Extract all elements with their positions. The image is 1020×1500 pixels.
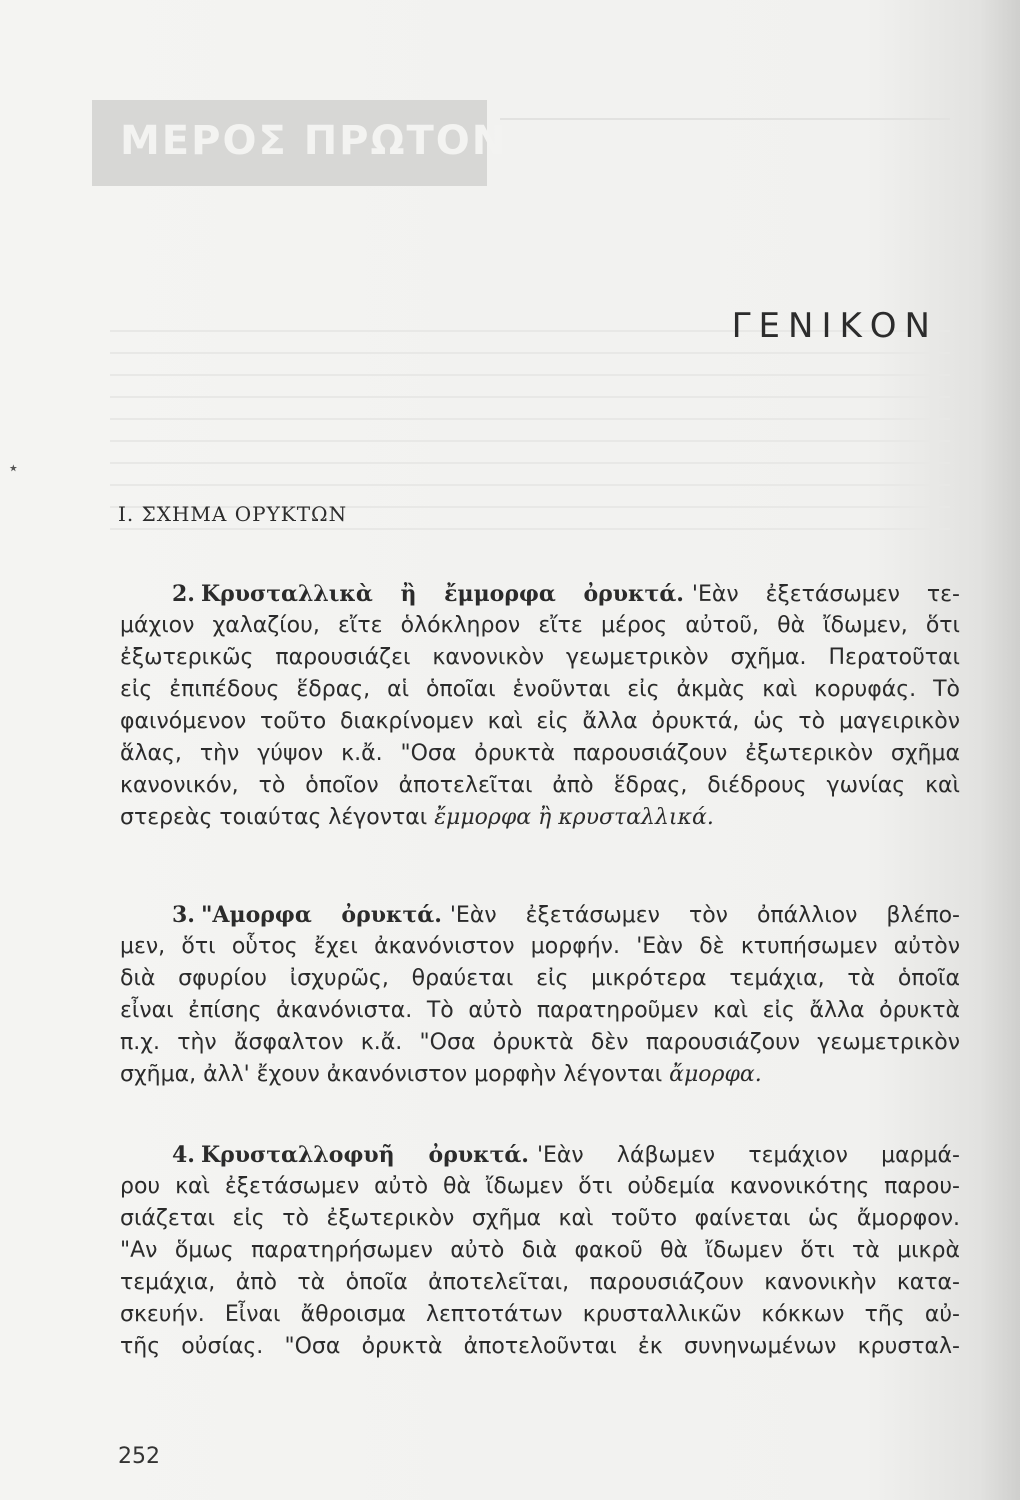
paragraph-line: τεμάχια, ἀπὸ τὰ ὁποῖα ἀποτελεῖται, παρουσιάζουν κανονικὴν κατα- — [120, 1270, 960, 1295]
paragraph-crystalline-minerals — [120, 578, 960, 834]
paragraph-first-line — [120, 899, 960, 931]
paragraph-term: "Αμορφα ὀρυκτά. — [200, 902, 442, 928]
paragraph-line: τῆς οὐσίας. "Οσα ὀρυκτὰ ἀποτελοῦνται ἐκ συνηνωμένων κρυσταλ- — [120, 1334, 960, 1359]
paragraph-line: διὰ σφυρίου ἰσχυρῶς, θραύεται εἰς μικρότερα τεμάχια, τὰ ὁποῖα — [120, 966, 960, 991]
paragraph-text: στερεὰς τοιαύτας λέγονται — [120, 805, 428, 830]
paragraph-text: 'Εὰν ἐξετάσωμεν τὸν ὀπάλλιον βλέπο- — [449, 903, 960, 928]
paragraph-crystallophyric-minerals — [120, 1139, 960, 1363]
paragraph-term: Κρυσταλλοφυῆ ὀρυκτά. — [200, 1142, 529, 1168]
paragraph-line: φαινόμενον τοῦτο διακρίνομεν καὶ εἰς ἄλλα ὀρυκτά, ὡς τὸ μαγειρικὸν — [120, 709, 960, 734]
paragraph-text: 'Εὰν ἐξετάσωμεν τε- — [691, 582, 960, 607]
paragraph-text: σχῆμα, ἀλλ' ἔχουν ἀκανόνιστον μορφὴν λέγονται — [120, 1062, 663, 1087]
paragraph-line: π.χ. τὴν ἄσφαλτον κ.ἄ. "Οσα ὀρυκτὰ δὲν παρουσιάζουν γεωμετρικὸν — [120, 1030, 960, 1055]
paragraph-first-line — [120, 578, 960, 610]
paragraph-number: 3. — [172, 902, 195, 928]
chapter-title: ΓΕΝΙΚΟΝ — [731, 306, 938, 346]
paragraph-term: Κρυσταλλικὰ ἢ ἔμμορφα ὀρυκτά. — [200, 581, 684, 607]
paragraph-number: 4. — [172, 1142, 195, 1168]
bleed-through-header-text: ΜΕΡΟΣ ΠΡΩΤΟΝ — [120, 118, 508, 164]
paragraph-line: ρου καὶ ἐξετάσωμεν αὐτὸ θὰ ἴδωμεν ὅτι οὐδεμία κανονικότης παρου- — [120, 1174, 960, 1199]
paragraph-line: μάχιον χαλαζίου, εἴτε ὁλόκληρον εἴτε μέρος αὐτοῦ, θὰ ἴδωμεν, ὅτι — [120, 613, 960, 638]
paragraph-line: σιάζεται εἰς τὸ ἐξωτερικὸν σχῆμα καὶ τοῦτο φαίνεται ὡς ἄμορφον. — [120, 1206, 960, 1231]
paragraph-line: σκευήν. Εἶναι ἄθροισμα λεπτοτάτων κρυσταλλικῶν κόκκων τῆς αὐ- — [120, 1302, 960, 1327]
margin-mark: ٭ — [9, 458, 18, 477]
paragraph-last-line — [120, 802, 960, 834]
paragraph-first-line — [120, 1139, 960, 1171]
paragraph-line: μεν, ὅτι οὗτος ἔχει ἀκανόνιστον μορφήν. 'Εὰν δὲ κτυπήσωμεν αὐτὸν — [120, 934, 960, 959]
paragraph-line: εἰς ἐπιπέδους ἕδρας, αἱ ὁποῖαι ἑνοῦνται εἰς ἀκμὰς καὶ κορυφάς. Τὸ — [120, 677, 960, 702]
paragraph-line: ἅλας, τὴν γύψον κ.ἄ. "Οσα ὀρυκτὰ παρουσιάζουν ἐξωτερικὸν σχῆμα — [120, 741, 960, 766]
paragraph-last-line — [120, 1059, 960, 1091]
paragraph-italic-term: ἔμμορφα ἢ κρυσταλλικά. — [434, 805, 714, 830]
paragraph-italic-term: ἄμορφα. — [669, 1062, 762, 1087]
paragraph-amorphous-minerals — [120, 899, 960, 1091]
paragraph-text: 'Εὰν λάβωμεν τεμάχιον μαρμά- — [536, 1143, 960, 1168]
paragraph-line: κανονικόν, τὸ ὁποῖον ἀποτελεῖται ἀπὸ ἕδρας, διέδρους γωνίας καὶ — [120, 773, 960, 798]
section-heading: Ι. ΣΧΗΜΑ ΟΡΥΚΤΩΝ — [118, 502, 348, 526]
paragraph-line: "Αν ὅμως παρατηρήσωμεν αὐτὸ διὰ φακοῦ θὰ ἴδωμεν ὅτι τὰ μικρὰ — [120, 1238, 960, 1263]
page-number: 252 — [118, 1444, 160, 1469]
paragraph-number: 2. — [172, 581, 195, 607]
bleed-through-title-area — [500, 118, 950, 190]
paragraph-line: ἐξωτερικῶς παρουσιάζει κανονικὸν γεωμετρικὸν σχῆμα. Περατοῦται — [120, 645, 960, 670]
paragraph-line: εἶναι ἐπίσης ἀκανόνιστα. Τὸ αὐτὸ παρατηροῦμεν καὶ εἰς ἄλλα ὀρυκτὰ — [120, 998, 960, 1023]
